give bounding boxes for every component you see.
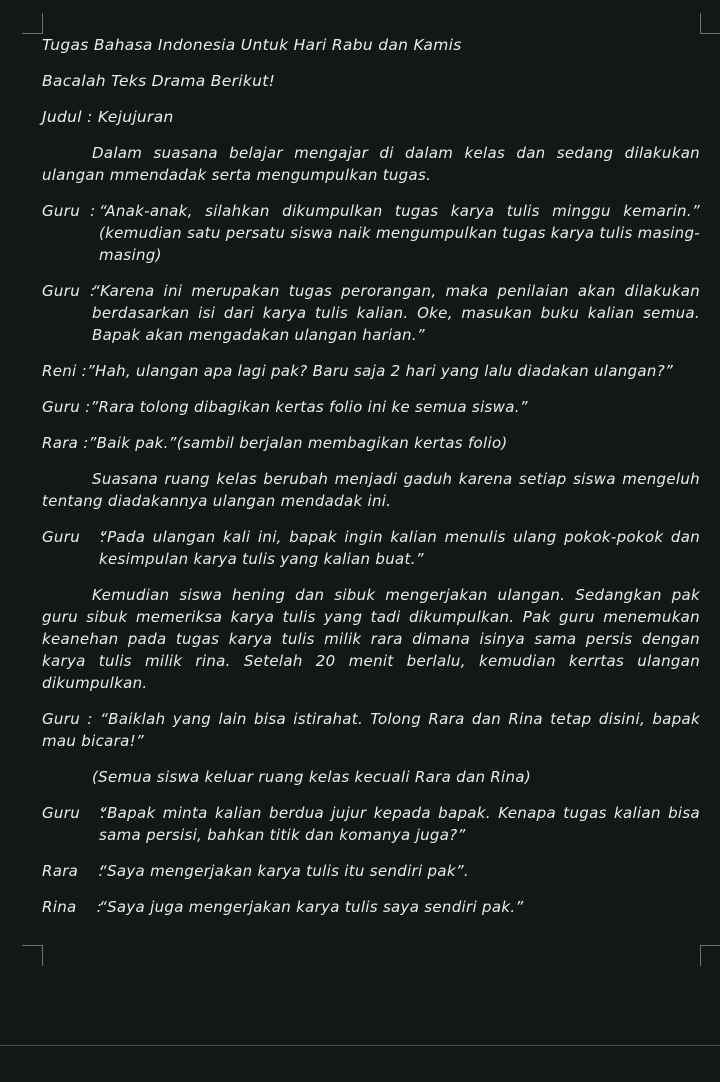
speaker-label: Rara : [42, 862, 104, 880]
speaker-label: Guru : [42, 804, 106, 822]
speaker-label: Guru : [42, 202, 96, 220]
narration-paragraph: Suasana ruang kelas berubah menjadi gaduh karena setiap siswa mengeluh tentang diadakannya ulangan mendadak ini. [42, 470, 700, 510]
intro-paragraph: Dalam suasana belajar mengajar di dalam kelas dan sedang dilakukan ulangan mmendadak serta mengumpulkan tugas. [42, 144, 700, 184]
dialogue-line: Reni :”Hah, ulangan apa lagi pak? Baru saja 2 hari yang lalu diadakan ulangan?” [42, 362, 674, 380]
crop-mark-top-left [22, 13, 43, 34]
stage-direction: (Semua siswa keluar ruang kelas kecuali Rara dan Rina) [92, 768, 531, 786]
speaker-label: Guru : [42, 282, 96, 300]
dialogue-text: “Saya juga mengerjakan karya tulis saya sendiri pak.” [99, 898, 524, 916]
dialogue-text: “Pada ulangan kali ini, bapak ingin kalian menulis ulang pokok-pokok dan kesimpulan karya tulis yang kalian buat.” [99, 528, 700, 568]
page-divider [0, 1045, 720, 1046]
dialogue-line [42, 200, 700, 266]
dialogue-line: Guru :”Rara tolong dibagikan kertas folio ini ke semua siswa.” [42, 398, 528, 416]
narration-paragraph: Kemudian siswa hening dan sibuk mengerjakan ulangan. Sedangkan pak guru sibuk memeriksa karya tulis yang tadi dikumpulkan. Pak guru menemukan keanehan pada tugas karya tulis milik rara dimana isinya sama persis dengan karya tulis milik rina. Setelah 20 menit berlalu, kemudian kerrtas ulangan dikumpulkan. [42, 586, 700, 692]
dialogue-line [42, 526, 700, 570]
page-title: Tugas Bahasa Indonesia Untuk Hari Rabu dan Kamis [42, 36, 462, 54]
drama-title: Judul : Kejujuran [42, 108, 174, 126]
dialogue-line [42, 802, 700, 846]
crop-mark-top-right [700, 13, 720, 34]
dialogue-text: “Karena ini merupakan tugas perorangan, maka penilaian akan dilakukan berdasarkan isi dari karya tulis kalian. Oke, masukan buku kalian semua. Bapak akan mengadakan ulangan harian.” [92, 282, 700, 344]
dialogue-text: “Bapak minta kalian berdua jujur kepada bapak. Kenapa tugas kalian bisa sama persisi, bahkan titik dan komanya juga?” [99, 804, 700, 844]
crop-mark-bottom-right [700, 945, 720, 966]
document-body [42, 34, 700, 932]
dialogue-line [42, 860, 700, 882]
dialogue-line [42, 280, 700, 346]
dialogue-text: “Saya mengerjakan karya tulis itu sendiri pak”. [99, 862, 469, 880]
speaker-label: Rina : [42, 898, 103, 916]
dialogue-line: Rara :”Baik pak.”(sambil berjalan membagikan kertas folio) [42, 434, 508, 452]
crop-mark-bottom-left [22, 945, 43, 966]
instruction: Bacalah Teks Drama Berikut! [42, 72, 276, 90]
speaker-label: Guru : [42, 528, 106, 546]
dialogue-line: Guru : “Baiklah yang lain bisa istirahat. Tolong Rara dan Rina tetap disini, bapak mau bicara!” [42, 710, 700, 750]
dialogue-line [42, 896, 700, 918]
dialogue-text: “Anak-anak, silahkan dikumpulkan tugas karya tulis minggu kemarin.” (kemudian satu persatu siswa naik mengumpulkan tugas karya tulis masing-masing) [99, 202, 700, 264]
